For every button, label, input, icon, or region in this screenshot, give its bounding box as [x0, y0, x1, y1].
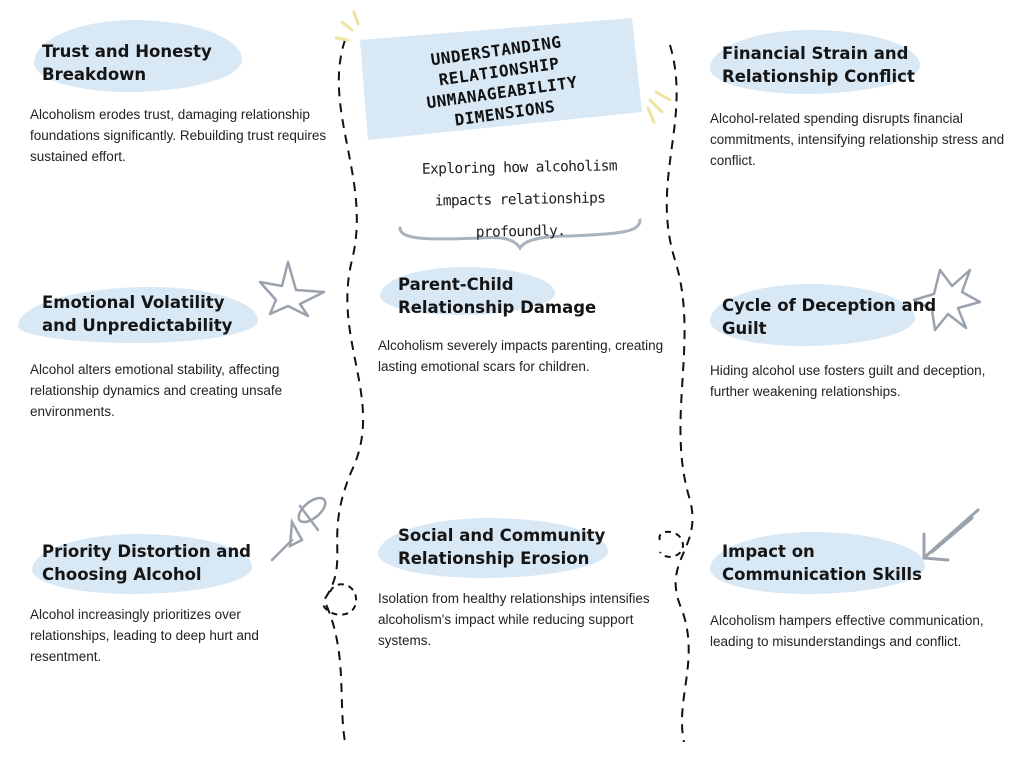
card-financial-strain: [710, 42, 1005, 171]
card-body: Alcohol increasingly prioritizes over relationships, leading to deep hurt and resentment.: [30, 607, 259, 664]
card-communication-skills: [710, 540, 1005, 652]
page-title: UNDERSTANDING RELATIONSHIP UNMANAGEABILITY DIMENSIONS: [425, 32, 579, 130]
card-emotional-volatility: [30, 291, 300, 422]
card-heading: Trust and Honesty Breakdown: [42, 42, 212, 84]
title-banner: [356, 18, 642, 142]
card-parent-child: [378, 273, 668, 377]
card-heading: Financial Strain and Relationship Conflict: [722, 44, 915, 86]
card-deception-guilt: [710, 294, 1005, 402]
card-body: Isolation from healthy relationships intensifies alcoholism's impact while reducing support systems.: [378, 591, 650, 648]
card-heading: Parent-Child Relationship Damage: [398, 275, 597, 317]
divider-loop-left: [322, 584, 356, 614]
card-body: Hiding alcohol use fosters guilt and deception, further weakening relationships.: [710, 363, 986, 399]
card-priority-distortion: [30, 540, 300, 667]
card-heading: Impact on Communication Skills: [722, 542, 922, 584]
card-body: Alcoholism erodes trust, damaging relationship foundations significantly. Rebuilding trust requires sustained effort.: [30, 107, 327, 164]
card-body: Alcohol-related spending disrupts financial commitments, intensifying relationship stress and conflict.: [710, 111, 1005, 168]
card-heading: Social and Community Relationship Erosion: [398, 526, 606, 568]
card-trust-honesty: [30, 40, 330, 167]
card-heading: Priority Distortion and Choosing Alcohol: [42, 542, 251, 584]
card-heading: Cycle of Deception and Guilt: [722, 296, 937, 338]
page-subtitle: Exploring how alcoholism impacts relationships profoundly.: [421, 158, 618, 241]
card-body: Alcohol alters emotional stability, affecting relationship dynamics and creating unsafe environments.: [30, 362, 283, 419]
card-social-community: [378, 524, 673, 651]
card-heading: Emotional Volatility and Unpredictability: [42, 293, 233, 335]
card-body: Alcoholism hampers effective communication, leading to misunderstandings and conflict.: [710, 613, 984, 649]
card-body: Alcoholism severely impacts parenting, creating lasting emotional scars for children.: [378, 338, 664, 374]
